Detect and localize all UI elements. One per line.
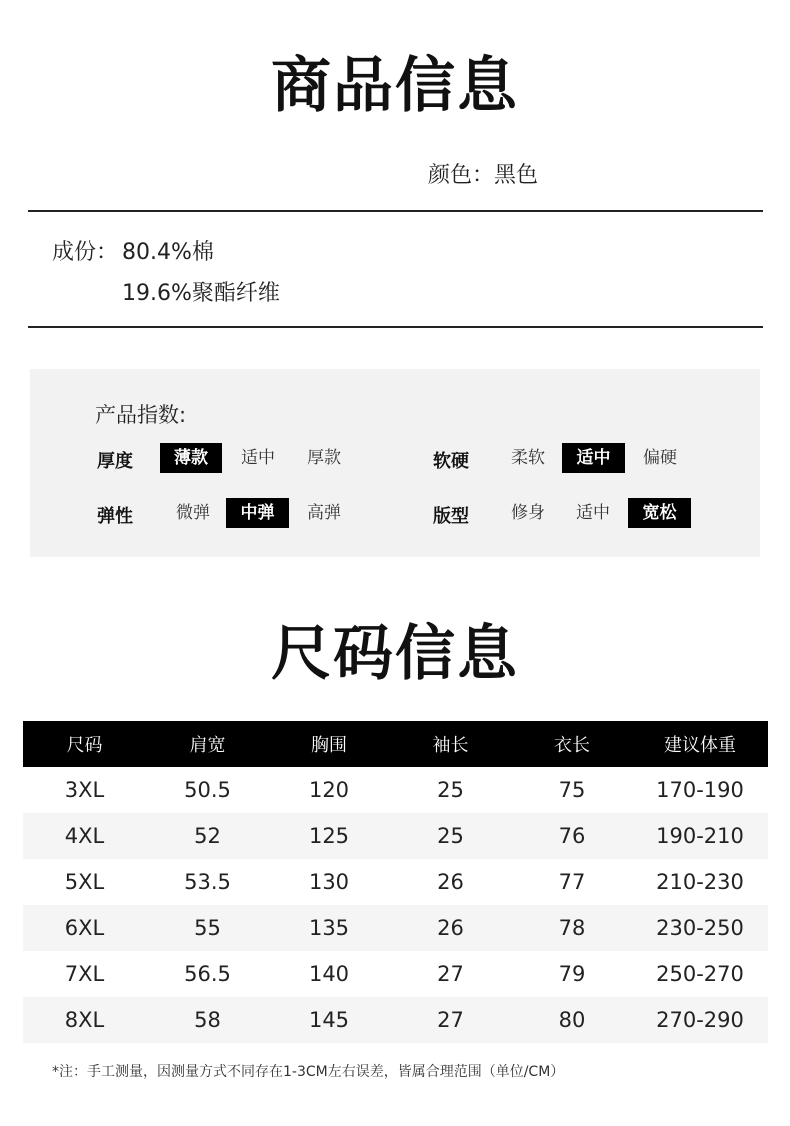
- table-cell: 79: [558, 962, 586, 986]
- table-cell: 170-190: [656, 778, 744, 802]
- table-cell: 26: [437, 870, 464, 894]
- table-row: [23, 813, 768, 859]
- header-weight: 建议体重: [632, 721, 768, 767]
- elasticity-label: 弹性: [97, 506, 133, 527]
- color-label: 颜色：: [428, 163, 495, 188]
- table-cell: 135: [269, 905, 389, 951]
- elasticity-option-slight: 微弹: [176, 503, 210, 523]
- table-cell: 26: [389, 905, 512, 951]
- size-table-header: [23, 721, 768, 767]
- table-row: [23, 859, 768, 905]
- header-length: 衣长: [512, 721, 632, 767]
- table-cell: 6XL: [23, 905, 146, 951]
- table-cell: 130: [308, 870, 350, 894]
- table-cell: 52: [146, 813, 269, 859]
- table-cell: 4XL: [23, 813, 146, 859]
- table-cell: 55: [146, 905, 269, 951]
- size-info-title: 尺码信息: [271, 619, 519, 689]
- softness-option-soft: 柔软: [511, 448, 545, 468]
- table-row: [23, 997, 768, 1043]
- table-cell: 145: [269, 997, 389, 1043]
- composition-line-2: 19.6%聚酯纤维: [122, 281, 280, 306]
- table-cell: 5XL: [64, 870, 105, 894]
- fit-label: 版型: [433, 506, 469, 527]
- thickness-option-thin: 薄款: [160, 443, 222, 473]
- table-cell: 80: [512, 997, 632, 1043]
- table-cell: 125: [269, 813, 389, 859]
- header-size: 尺码: [23, 721, 146, 767]
- table-cell: 75: [558, 778, 586, 802]
- color-value: 黑色: [494, 163, 539, 188]
- header-chest: 胸围: [269, 721, 389, 767]
- divider-top: [28, 210, 763, 212]
- size-table: [23, 721, 768, 1043]
- header-sleeve: 袖长: [389, 721, 512, 767]
- table-row: [23, 951, 768, 997]
- header-shoulder: 肩宽: [146, 721, 269, 767]
- thickness-label: 厚度: [97, 451, 133, 472]
- table-row: [23, 767, 768, 813]
- table-cell: 27: [437, 962, 464, 986]
- composition-label: 成份：: [52, 240, 119, 265]
- divider-bottom: [28, 326, 763, 328]
- table-cell: 25: [389, 813, 512, 859]
- table-cell: 53.5: [184, 870, 231, 894]
- composition-line-1: 80.4%棉: [122, 240, 214, 265]
- color-row: [428, 158, 538, 189]
- table-cell: 77: [558, 870, 586, 894]
- fit-option-regular: 适中: [576, 503, 610, 523]
- table-cell: 76: [512, 813, 632, 859]
- product-info-title: 商品信息: [271, 51, 519, 121]
- table-cell: 140: [308, 962, 350, 986]
- softness-option-medium: 适中: [562, 443, 625, 473]
- table-cell: 78: [512, 905, 632, 951]
- elasticity-option-medium: 中弹: [226, 498, 289, 528]
- fit-option-loose: 宽松: [628, 498, 691, 528]
- table-row: [23, 905, 768, 951]
- thickness-option-thick: 厚款: [307, 448, 341, 468]
- table-cell: 27: [389, 997, 512, 1043]
- table-cell: 25: [437, 778, 464, 802]
- table-cell: 190-210: [632, 813, 768, 859]
- softness-option-hard: 偏硬: [643, 448, 677, 468]
- table-cell: 270-290: [632, 997, 768, 1043]
- measurement-note: *注：手工测量，因测量方式不同存在1-3CM左右误差，皆属合理范围（单位/CM）: [52, 1064, 565, 1080]
- softness-label: 软硬: [433, 451, 469, 472]
- table-cell: 210-230: [656, 870, 744, 894]
- table-cell: 250-270: [656, 962, 744, 986]
- table-cell: 56.5: [184, 962, 231, 986]
- table-cell: 7XL: [64, 962, 105, 986]
- table-cell: 3XL: [64, 778, 105, 802]
- table-cell: 8XL: [23, 997, 146, 1043]
- elasticity-option-high: 高弹: [307, 503, 341, 523]
- product-index-title: 产品指数:: [95, 403, 187, 427]
- table-cell: 230-250: [632, 905, 768, 951]
- table-cell: 120: [308, 778, 350, 802]
- thickness-option-medium: 适中: [241, 448, 275, 468]
- fit-option-slim: 修身: [511, 503, 545, 523]
- table-cell: 50.5: [184, 778, 231, 802]
- table-cell: 58: [146, 997, 269, 1043]
